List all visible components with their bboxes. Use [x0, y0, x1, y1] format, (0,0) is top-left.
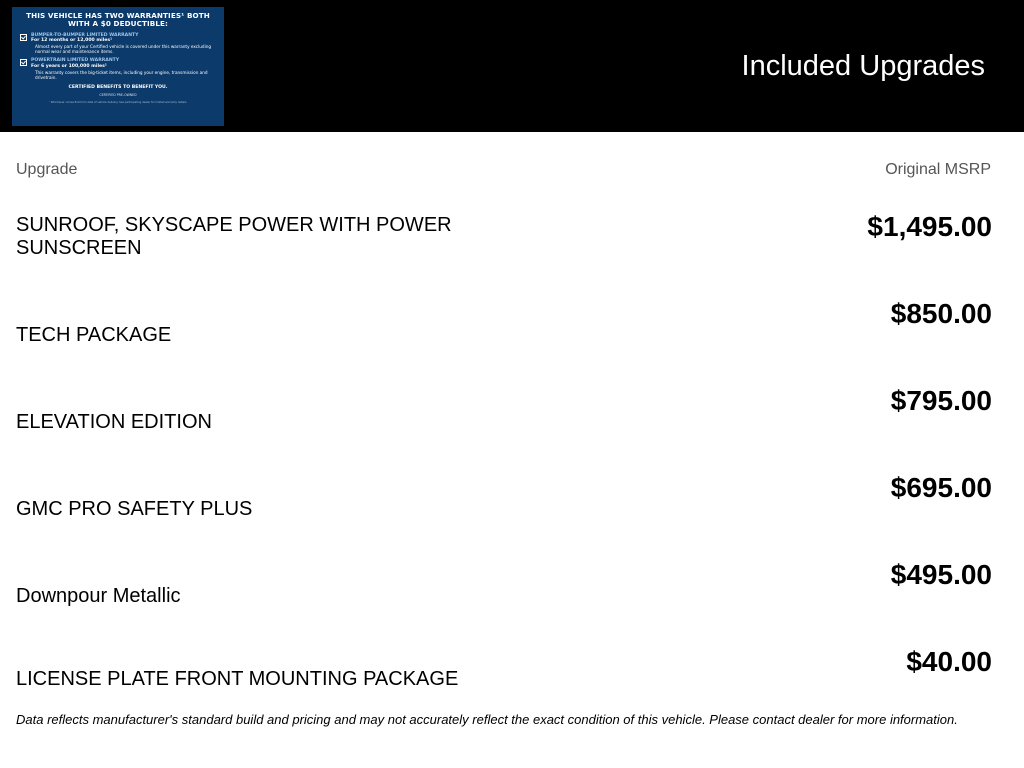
promo-item-desc: Almost every part of your Certified vehicle is covered under this warranty excluding normal wear and maintenance items. [35, 44, 212, 55]
upgrade-name: SUNROOF, SKYSCAPE POWER WITH POWER SUNSCREEN [16, 214, 452, 259]
promo-brand-logos: CERTIFIED PRE-OWNED [99, 93, 137, 97]
upgrade-price: $850.00 [890, 298, 992, 329]
table-row [16, 434, 992, 521]
table-row [16, 347, 992, 434]
table-row [16, 521, 992, 608]
column-header-msrp: Original MSRP [885, 161, 991, 178]
header-bar [0, 0, 1024, 132]
upgrade-price: $695.00 [890, 472, 992, 503]
column-header-upgrade: Upgrade [16, 161, 78, 178]
warranty-promo-image [12, 7, 224, 126]
upgrade-name: ELEVATION EDITION [16, 411, 212, 433]
upgrade-price: $1,495.00 [867, 211, 992, 242]
upgrade-name: GMC PRO SAFETY PLUS [16, 498, 253, 520]
promo-item-subtitle: For 12 months or 12,000 miles¹ [31, 38, 113, 44]
promo-item-title: POWERTRAIN LIMITED WARRANTY [31, 58, 120, 64]
promo-headline: THIS VEHICLE HAS TWO WARRANTIES¹ BOTH WITH A $0 DEDUCTIBLE: [26, 11, 210, 29]
table-row [16, 604, 992, 691]
page-title: Included Upgrades [741, 50, 985, 82]
checkbox-icon [20, 59, 27, 66]
promo-item-subtitle: For 6 years or 100,000 miles¹ [31, 64, 107, 69]
promo-tagline: CERTIFIED BENEFITS TO BENEFIT YOU. [68, 85, 168, 90]
promo-item-powertrain [20, 58, 216, 80]
upgrade-name: Downpour Metallic [16, 585, 181, 607]
promo-fine-print: ¹ Whichever comes first from date of vehicle delivery. See participating dealer for limited warranty details. [48, 101, 188, 104]
promo-item-bumper [20, 33, 216, 55]
upgrade-price: $495.00 [890, 559, 992, 590]
promo-item-title: BUMPER-TO-BUMPER LIMITED WARRANTY [31, 32, 139, 38]
promo-item-desc: This warranty covers the big-ticket items, including your engine, transmission and drivetrain. [35, 69, 208, 80]
disclaimer-text: Data reflects manufacturer's standard build and pricing and may not accurately reflect the exact condition of this vehicle. Please contact dealer for more information. [16, 712, 958, 727]
table-row [16, 260, 992, 347]
checkbox-icon [20, 34, 27, 41]
upgrade-name: TECH PACKAGE [16, 324, 172, 346]
upgrade-price: $40.00 [906, 646, 992, 677]
table-row [16, 173, 992, 260]
upgrade-price: $795.00 [890, 385, 992, 416]
upgrade-name: LICENSE PLATE FRONT MOUNTING PACKAGE [16, 668, 459, 690]
